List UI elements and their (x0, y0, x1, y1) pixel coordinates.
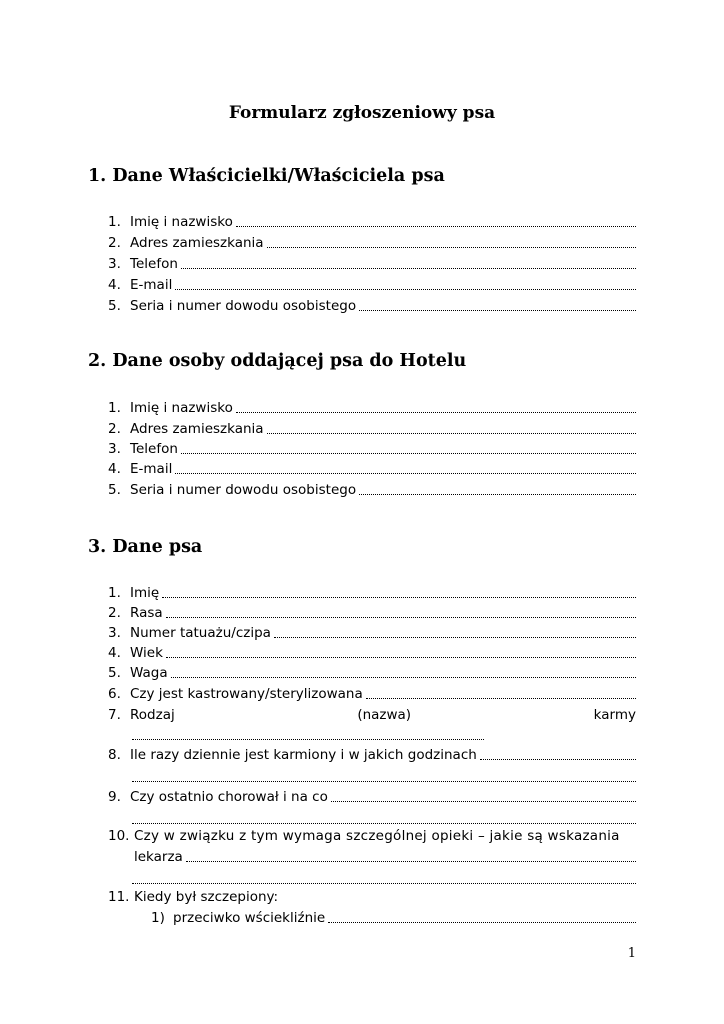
dotted-fill-line[interactable] (267, 430, 636, 434)
dotted-fill-line[interactable] (181, 265, 636, 269)
dotted-fill-line[interactable] (181, 450, 636, 454)
field-label: Seria i numer dowodu osobistego (130, 482, 357, 498)
item-number: 1. (108, 585, 121, 601)
dotted-fill-line[interactable] (359, 491, 636, 495)
field-label: Seria i numer dowodu osobistego (130, 298, 357, 314)
page-title: Formularz zgłoszeniowy psa (228, 103, 496, 123)
dropoff-email-field[interactable] (108, 460, 636, 478)
field-label: Telefon (130, 256, 178, 272)
dropoff-address-field[interactable] (108, 420, 636, 438)
field-label: Adres zamieszkania (130, 235, 264, 251)
item-number: 7. (108, 707, 121, 723)
dog-weight-field[interactable] (108, 664, 636, 682)
dotted-fill-line[interactable] (132, 820, 636, 824)
dotted-fill-line[interactable] (267, 244, 636, 248)
dotted-fill-line[interactable] (132, 736, 484, 740)
field-label: Imię (130, 585, 160, 601)
dog-food-continuation[interactable] (132, 722, 484, 740)
dog-care-field[interactable] (108, 827, 636, 845)
dotted-fill-line[interactable] (132, 778, 636, 782)
field-label: Czy jest kastrowany/sterylizowana (130, 686, 363, 702)
field-label: E-mail (130, 277, 173, 293)
dog-feeding-field[interactable] (108, 746, 636, 764)
dog-chip-field[interactable] (108, 624, 636, 642)
item-number: 1) (151, 910, 165, 926)
item-number: 8. (108, 747, 121, 763)
dotted-fill-line[interactable] (331, 798, 636, 802)
item-number: 4. (108, 645, 121, 661)
field-label: Imię i nazwisko (130, 400, 233, 416)
page-number: 1 (627, 946, 636, 961)
dog-care-continuation[interactable] (132, 866, 636, 884)
section-heading-dog: 3. Dane psa (88, 537, 203, 557)
dog-age-field[interactable] (108, 644, 636, 662)
item-number: 11. (108, 889, 130, 905)
field-label-word: Rodzaj (130, 707, 175, 723)
field-label: Waga (130, 665, 168, 681)
field-label: Telefon (130, 441, 178, 457)
dotted-fill-line[interactable] (236, 409, 636, 413)
dotted-fill-line[interactable] (162, 594, 636, 598)
item-number: 1. (108, 214, 121, 230)
dog-name-field[interactable] (108, 584, 636, 602)
owner-name-field[interactable] (108, 213, 636, 231)
field-label: Adres zamieszkania (130, 421, 264, 437)
item-number: 2. (108, 421, 121, 437)
dotted-fill-line[interactable] (328, 919, 636, 923)
dotted-fill-line[interactable] (171, 674, 636, 678)
dotted-fill-line[interactable] (366, 695, 636, 699)
item-number: 3. (108, 441, 121, 457)
field-label: Ile razy dziennie jest karmiony i w jakich godzinach (130, 747, 477, 763)
section-heading-dropoff-person: 2. Dane osoby oddającej psa do Hotelu (88, 351, 467, 371)
field-label: Czy ostatnio chorował i na co (130, 789, 328, 805)
item-number: 2. (108, 235, 121, 251)
dog-breed-field[interactable] (108, 604, 636, 622)
dotted-fill-line[interactable] (274, 634, 636, 638)
item-number: 2. (108, 605, 121, 621)
dotted-fill-line[interactable] (132, 880, 636, 884)
field-label: lekarza (134, 849, 183, 865)
owner-address-field[interactable] (108, 234, 636, 252)
dog-care-line2[interactable] (134, 848, 636, 866)
dropoff-phone-field[interactable] (108, 440, 636, 458)
field-label: E-mail (130, 461, 173, 477)
field-label: Imię i nazwisko (130, 214, 233, 230)
item-number: 5. (108, 665, 121, 681)
dog-feeding-continuation[interactable] (132, 764, 636, 782)
owner-email-field[interactable] (108, 276, 636, 294)
rabies-vaccination-field[interactable] (151, 909, 636, 927)
field-label: Rasa (130, 605, 163, 621)
item-number: 4. (108, 461, 121, 477)
dotted-fill-line[interactable] (166, 654, 636, 658)
dotted-fill-line[interactable] (236, 223, 636, 227)
dotted-fill-line[interactable] (175, 286, 636, 290)
field-label: Czy w związku z tym wymaga szczególnej opieki – jakie są wskazania (134, 828, 620, 844)
item-number: 5. (108, 298, 121, 314)
field-label-word: (nazwa) (357, 707, 412, 723)
section-heading-owner: 1. Dane Właścicielki/Właściciela psa (88, 166, 445, 186)
dotted-fill-line[interactable] (186, 858, 636, 862)
field-label: Numer tatuażu/czipa (130, 625, 271, 641)
item-number: 9. (108, 789, 121, 805)
dotted-fill-line[interactable] (166, 614, 636, 618)
dotted-fill-line[interactable] (175, 470, 636, 474)
item-number: 6. (108, 686, 121, 702)
dotted-fill-line[interactable] (359, 307, 636, 311)
field-label: Kiedy był szczepiony: (134, 889, 279, 905)
field-label: przeciwko wściekliźnie (173, 910, 326, 926)
item-number: 3. (108, 256, 121, 272)
dog-vaccination-heading (108, 888, 636, 906)
item-number: 10. (108, 828, 130, 844)
field-label-word: karmy (593, 707, 636, 723)
dropoff-name-field[interactable] (108, 399, 636, 417)
dog-neutered-field[interactable] (108, 685, 636, 703)
item-number: 1. (108, 400, 121, 416)
dropoff-id-field[interactable] (108, 481, 636, 499)
owner-id-field[interactable] (108, 297, 636, 315)
field-label: Wiek (130, 645, 163, 661)
item-number: 3. (108, 625, 121, 641)
dog-illness-field[interactable] (108, 788, 636, 806)
item-number: 5. (108, 482, 121, 498)
dog-illness-continuation[interactable] (132, 806, 636, 824)
item-number: 4. (108, 277, 121, 293)
owner-phone-field[interactable] (108, 255, 636, 273)
dotted-fill-line[interactable] (480, 756, 636, 760)
